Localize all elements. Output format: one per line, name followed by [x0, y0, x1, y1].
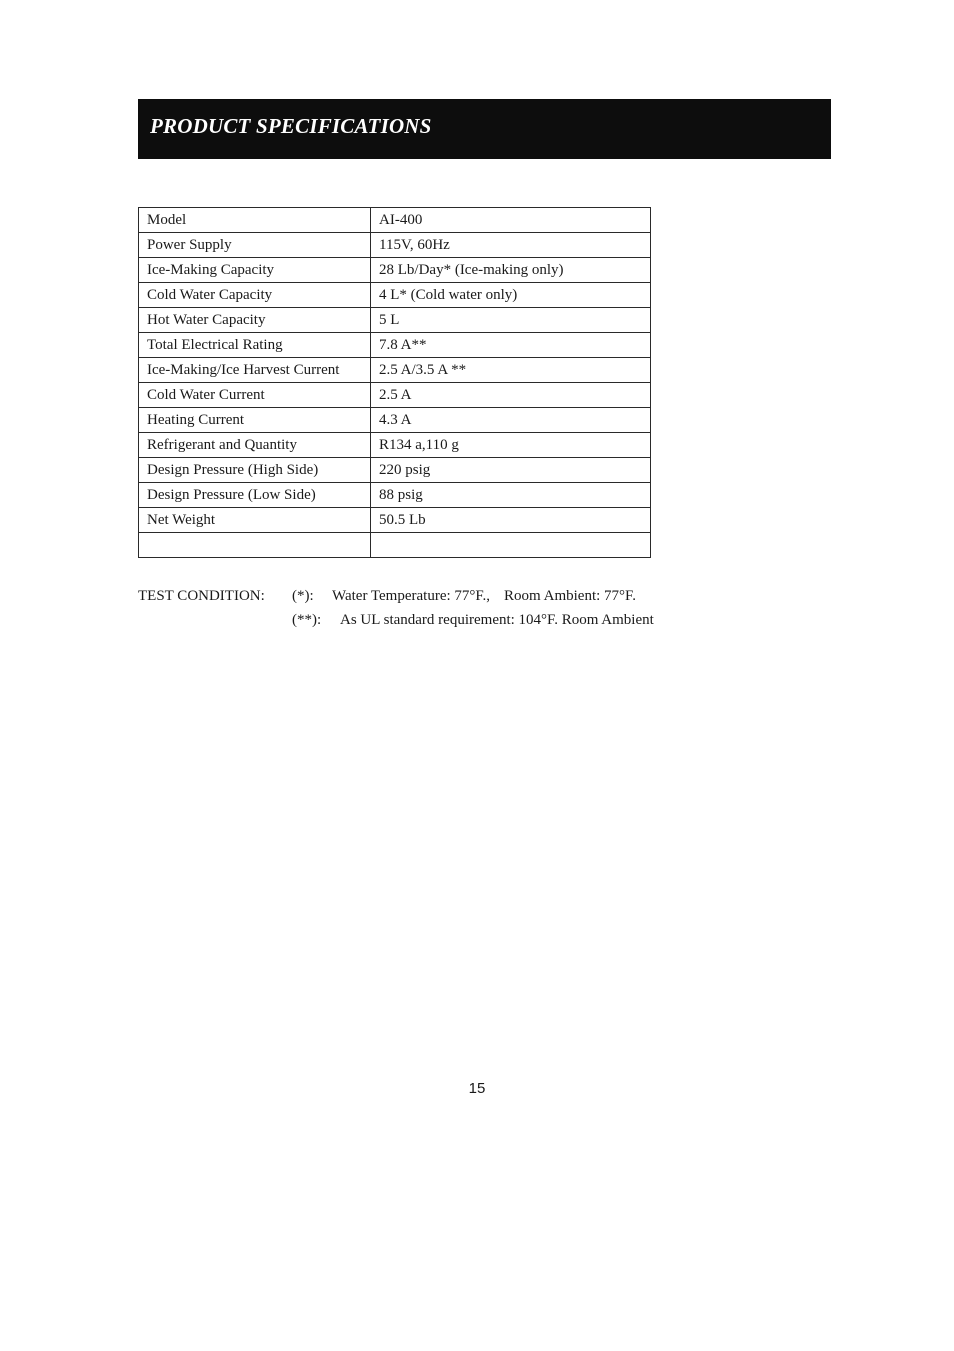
test-condition-marker: (**):	[292, 612, 322, 628]
spec-row	[139, 533, 651, 558]
specifications-table-body	[139, 208, 651, 558]
spec-row	[139, 208, 651, 233]
spec-value: 2.5 A/3.5 A **	[371, 358, 651, 383]
spec-label: Ice-Making Capacity	[139, 258, 371, 283]
spec-row	[139, 508, 651, 533]
spec-value: 4 L* (Cold water only)	[371, 283, 651, 308]
spec-label: Net Weight	[139, 508, 371, 533]
spec-row	[139, 308, 651, 333]
test-condition-text: Water Temperature: 77°F.,	[332, 588, 491, 604]
test-condition-text-2: Room Ambient: 77°F.	[504, 588, 636, 604]
test-condition-text: As UL standard requirement: 104°F. Room Ambient	[340, 612, 654, 628]
spec-row	[139, 258, 651, 283]
spec-label	[139, 533, 371, 558]
spec-value: AI-400	[371, 208, 651, 233]
spec-label: Cold Water Current	[139, 383, 371, 408]
spec-value: 7.8 A**	[371, 333, 651, 358]
spec-label: Design Pressure (High Side)	[139, 458, 371, 483]
spec-label: Total Electrical Rating	[139, 333, 371, 358]
spec-value	[371, 533, 651, 558]
spec-label: Design Pressure (Low Side)	[139, 483, 371, 508]
spec-value: 5 L	[371, 308, 651, 333]
spec-row	[139, 383, 651, 408]
test-condition-line-2	[292, 608, 654, 632]
spec-value: 50.5 Lb	[371, 508, 651, 533]
test-condition-marker: (*):	[292, 588, 314, 604]
spec-row	[139, 408, 651, 433]
spec-row	[139, 333, 651, 358]
spec-label: Power Supply	[139, 233, 371, 258]
spec-label: Heating Current	[139, 408, 371, 433]
section-header-bar	[138, 99, 831, 159]
spec-row	[139, 433, 651, 458]
spec-value: 220 psig	[371, 458, 651, 483]
spec-value: 4.3 A	[371, 408, 651, 433]
spec-label: Ice-Making/Ice Harvest Current	[139, 358, 371, 383]
spec-label: Refrigerant and Quantity	[139, 433, 371, 458]
spec-row	[139, 358, 651, 383]
spec-value: 2.5 A	[371, 383, 651, 408]
spec-value: 28 Lb/Day* (Ice-making only)	[371, 258, 651, 283]
spec-label: Cold Water Capacity	[139, 283, 371, 308]
spec-label: Hot Water Capacity	[139, 308, 371, 333]
spec-value: 115V, 60Hz	[371, 233, 651, 258]
spec-row	[139, 233, 651, 258]
test-condition-heading: TEST CONDITION:	[138, 588, 265, 604]
spec-value: R134 a,110 g	[371, 433, 651, 458]
spec-value: 88 psig	[371, 483, 651, 508]
spec-row	[139, 458, 651, 483]
specifications-table	[138, 207, 651, 558]
spec-row	[139, 283, 651, 308]
page-number: 15	[468, 1080, 486, 1097]
spec-row	[139, 483, 651, 508]
page-title: PRODUCT SPECIFICATIONS	[150, 114, 432, 138]
test-condition-line-1	[292, 584, 636, 608]
spec-label: Model	[139, 208, 371, 233]
